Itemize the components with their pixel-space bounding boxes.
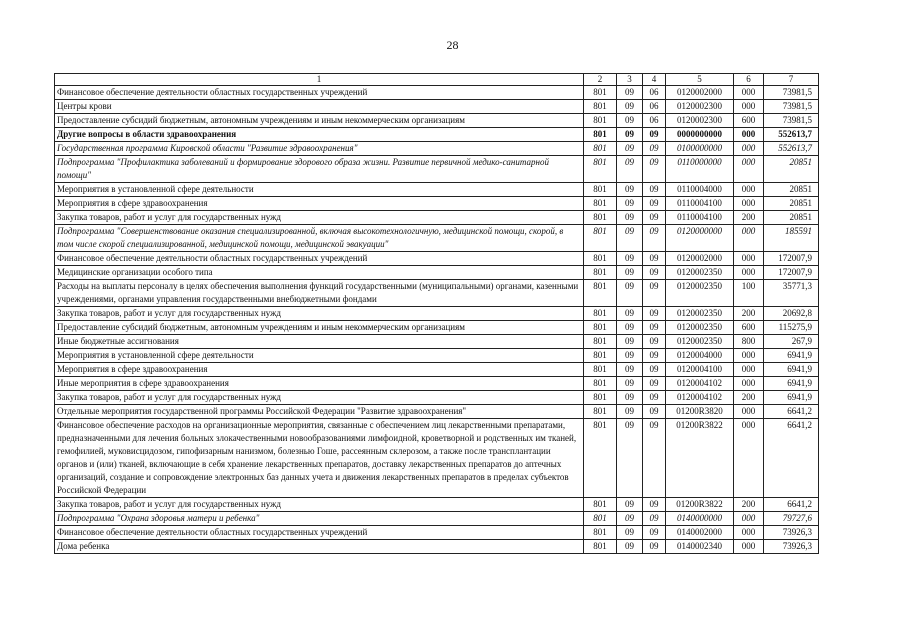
row-col-3: 09	[617, 377, 643, 391]
row-col-7: 115275,9	[764, 321, 819, 335]
row-col-2: 801	[584, 183, 617, 197]
row-col-6: 000	[734, 377, 764, 391]
row-name: Закупка товаров, работ и услуг для государственных нужд	[55, 211, 584, 225]
row-col-6: 800	[734, 335, 764, 349]
row-name: Финансовое обеспечение деятельности областных государственных учреждений	[55, 86, 584, 100]
row-col-3: 09	[617, 540, 643, 554]
row-col-2: 801	[584, 197, 617, 211]
row-col-6: 000	[734, 349, 764, 363]
row-col-5: 0120002000	[666, 86, 734, 100]
row-col-5: 0120004000	[666, 349, 734, 363]
row-col-5: 0120002350	[666, 266, 734, 280]
row-col-4: 09	[643, 211, 666, 225]
row-col-2: 801	[584, 498, 617, 512]
row-col-7: 6641,2	[764, 498, 819, 512]
row-col-3: 09	[617, 183, 643, 197]
row-col-2: 801	[584, 156, 617, 183]
row-col-4: 09	[643, 307, 666, 321]
row-col-3: 09	[617, 349, 643, 363]
row-col-6: 200	[734, 307, 764, 321]
table-row	[55, 114, 819, 128]
row-col-6: 000	[734, 156, 764, 183]
row-col-5: 01200R3822	[666, 498, 734, 512]
table-row	[55, 128, 819, 142]
table-row	[55, 307, 819, 321]
row-col-4: 09	[643, 335, 666, 349]
row-col-3: 09	[617, 363, 643, 377]
row-col-4: 09	[643, 321, 666, 335]
table-row	[55, 391, 819, 405]
row-col-4: 06	[643, 100, 666, 114]
row-col-3: 09	[617, 335, 643, 349]
row-col-5: 0120000000	[666, 225, 734, 252]
row-col-5: 01200R3822	[666, 419, 734, 498]
table-header-row	[55, 74, 819, 86]
row-col-3: 09	[617, 526, 643, 540]
table-row	[55, 335, 819, 349]
row-col-7: 73981,5	[764, 114, 819, 128]
table-row	[55, 321, 819, 335]
row-col-3: 09	[617, 100, 643, 114]
row-col-4: 09	[643, 512, 666, 526]
row-name: Финансовое обеспечение деятельности областных государственных учреждений	[55, 526, 584, 540]
table-body	[55, 86, 819, 554]
row-col-3: 09	[617, 225, 643, 252]
row-col-6: 000	[734, 526, 764, 540]
page-number: 28	[446, 38, 459, 52]
row-col-7: 172007,9	[764, 252, 819, 266]
row-col-5: 0120002350	[666, 321, 734, 335]
row-col-6: 000	[734, 252, 764, 266]
row-name: Подпрограмма "Совершенствование оказания специализированной, включая высокотехнологичную, медицинской помощи, скорой, в том числе скорой специализированной, медицинской помощи, медицинской эвакуации"	[55, 225, 584, 252]
row-col-2: 801	[584, 526, 617, 540]
row-col-5: 0110004000	[666, 183, 734, 197]
row-name: Иные мероприятия в сфере здравоохранения	[55, 377, 584, 391]
row-name: Предоставление субсидий бюджетным, автономным учреждениям и иным некоммерческим организациям	[55, 321, 584, 335]
row-col-2: 801	[584, 540, 617, 554]
row-col-7: 6641,2	[764, 419, 819, 498]
row-col-6: 000	[734, 363, 764, 377]
row-col-6: 000	[734, 86, 764, 100]
row-col-6: 200	[734, 498, 764, 512]
row-col-7: 79727,6	[764, 512, 819, 526]
row-name: Финансовое обеспечение деятельности областных государственных учреждений	[55, 252, 584, 266]
row-col-5: 0140002340	[666, 540, 734, 554]
row-col-4: 09	[643, 405, 666, 419]
row-col-5: 0110004100	[666, 197, 734, 211]
row-col-2: 801	[584, 391, 617, 405]
header-col-1: 1	[55, 74, 584, 86]
table-row	[55, 349, 819, 363]
row-col-3: 09	[617, 86, 643, 100]
row-col-7: 73981,5	[764, 86, 819, 100]
row-col-2: 801	[584, 321, 617, 335]
table-row	[55, 197, 819, 211]
row-col-4: 06	[643, 86, 666, 100]
row-col-5: 0120004102	[666, 377, 734, 391]
row-name: Закупка товаров, работ и услуг для государственных нужд	[55, 307, 584, 321]
row-name: Другие вопросы в области здравоохранения	[55, 128, 584, 142]
row-col-6: 000	[734, 197, 764, 211]
row-col-7: 35771,3	[764, 280, 819, 307]
row-name: Государственная программа Кировской области "Развитие здравоохранения"	[55, 142, 584, 156]
row-name: Отдельные мероприятия государственной программы Российской Федерации "Развитие здравоохранения"	[55, 405, 584, 419]
row-col-2: 801	[584, 405, 617, 419]
row-name: Мероприятия в установленной сфере деятельности	[55, 183, 584, 197]
row-col-6: 000	[734, 540, 764, 554]
row-col-4: 09	[643, 252, 666, 266]
header-col-3: 3	[617, 74, 643, 86]
row-col-3: 09	[617, 156, 643, 183]
table-row	[55, 405, 819, 419]
row-col-5: 0120002350	[666, 280, 734, 307]
row-col-5: 0110000000	[666, 156, 734, 183]
table-row	[55, 142, 819, 156]
row-col-2: 801	[584, 307, 617, 321]
table-row	[55, 252, 819, 266]
row-col-2: 801	[584, 225, 617, 252]
row-name: Закупка товаров, работ и услуг для государственных нужд	[55, 498, 584, 512]
row-col-6: 000	[734, 405, 764, 419]
row-col-6: 000	[734, 128, 764, 142]
row-col-2: 801	[584, 252, 617, 266]
row-col-4: 09	[643, 377, 666, 391]
row-col-7: 552613,7	[764, 142, 819, 156]
row-col-3: 09	[617, 280, 643, 307]
row-name: Иные бюджетные ассигнования	[55, 335, 584, 349]
row-col-7: 73926,3	[764, 540, 819, 554]
row-col-2: 801	[584, 211, 617, 225]
row-col-6: 600	[734, 114, 764, 128]
table-row	[55, 156, 819, 183]
row-col-6: 200	[734, 211, 764, 225]
row-col-6: 000	[734, 100, 764, 114]
table-row	[55, 280, 819, 307]
header-col-4: 4	[643, 74, 666, 86]
row-name: Центры крови	[55, 100, 584, 114]
row-col-2: 801	[584, 128, 617, 142]
table-row	[55, 211, 819, 225]
row-col-5: 0120004100	[666, 363, 734, 377]
row-col-5: 0120004102	[666, 391, 734, 405]
row-col-3: 09	[617, 391, 643, 405]
row-col-4: 09	[643, 142, 666, 156]
row-col-5: 0000000000	[666, 128, 734, 142]
row-col-5: 0120002350	[666, 307, 734, 321]
row-col-4: 09	[643, 183, 666, 197]
row-col-6: 600	[734, 321, 764, 335]
row-name: Мероприятия в сфере здравоохранения	[55, 363, 584, 377]
row-name: Расходы на выплаты персоналу в целях обеспечения выполнения функций государственными (муниципальными) органами, казенными учреждениями, органами управления государственными внебюджетными фондами	[55, 280, 584, 307]
row-col-3: 09	[617, 266, 643, 280]
row-col-7: 6641,2	[764, 405, 819, 419]
row-col-3: 09	[617, 211, 643, 225]
row-col-6: 000	[734, 419, 764, 498]
row-col-7: 172007,9	[764, 266, 819, 280]
row-col-2: 801	[584, 377, 617, 391]
row-col-7: 73926,3	[764, 526, 819, 540]
row-col-4: 09	[643, 363, 666, 377]
table-row	[55, 363, 819, 377]
row-col-2: 801	[584, 86, 617, 100]
row-col-7: 6941,9	[764, 363, 819, 377]
table-row	[55, 526, 819, 540]
row-col-4: 09	[643, 225, 666, 252]
table-row	[55, 225, 819, 252]
table-row	[55, 100, 819, 114]
row-col-7: 20851	[764, 197, 819, 211]
row-name: Подпрограмма "Охрана здоровья матери и ребенка"	[55, 512, 584, 526]
header-col-2: 2	[584, 74, 617, 86]
row-col-4: 09	[643, 526, 666, 540]
row-name: Финансовое обеспечение расходов на организационные мероприятия, связанные с обеспечением лиц лекарственными препаратами, предназначенными для лечения больных злокачественными новообразованиями лимфоидной, кроветворной и родственных им тканей, гемофилией, муковисцидозом, гипофизарным нанизмом, болезнью Гоше, рассеянным склерозом, а также после трансплантации органов и (или) тканей, включающие в себя хранение лекарственных препаратов, доставку лекарственных препаратов до аптечных организаций, создание и сопровождение электронных баз данных учета и движения лекарственных препаратов в пределах субъектов Российской Федерации	[55, 419, 584, 498]
row-col-6: 000	[734, 142, 764, 156]
row-col-6: 000	[734, 266, 764, 280]
row-col-3: 09	[617, 252, 643, 266]
row-col-3: 09	[617, 142, 643, 156]
budget-table	[54, 73, 819, 554]
table-row	[55, 512, 819, 526]
row-col-3: 09	[617, 512, 643, 526]
header-col-5: 5	[666, 74, 734, 86]
row-col-4: 09	[643, 266, 666, 280]
row-col-5: 0140002000	[666, 526, 734, 540]
table-row	[55, 498, 819, 512]
row-col-7: 20851	[764, 211, 819, 225]
row-col-4: 09	[643, 197, 666, 211]
table-row	[55, 540, 819, 554]
row-name: Предоставление субсидий бюджетным, автономным учреждениям и иным некоммерческим организациям	[55, 114, 584, 128]
row-col-4: 09	[643, 419, 666, 498]
row-col-4: 09	[643, 540, 666, 554]
row-col-7: 73981,5	[764, 100, 819, 114]
row-col-3: 09	[617, 405, 643, 419]
row-col-6: 000	[734, 512, 764, 526]
row-name: Дома ребенка	[55, 540, 584, 554]
row-col-7: 20851	[764, 156, 819, 183]
row-col-3: 09	[617, 128, 643, 142]
row-name: Мероприятия в сфере здравоохранения	[55, 197, 584, 211]
row-col-2: 801	[584, 114, 617, 128]
row-col-4: 09	[643, 156, 666, 183]
table-row	[55, 377, 819, 391]
row-col-7: 6941,9	[764, 377, 819, 391]
row-col-7: 185591	[764, 225, 819, 252]
row-name: Подпрограмма "Профилактика заболеваний и формирование здорового образа жизни. Развитие первичной медико-санитарной помощи"	[55, 156, 584, 183]
table-row	[55, 266, 819, 280]
row-col-2: 801	[584, 363, 617, 377]
row-col-3: 09	[617, 498, 643, 512]
table-row	[55, 86, 819, 100]
row-col-2: 801	[584, 280, 617, 307]
row-col-5: 0120002000	[666, 252, 734, 266]
row-col-3: 09	[617, 321, 643, 335]
table-row	[55, 183, 819, 197]
row-col-2: 801	[584, 266, 617, 280]
row-col-3: 09	[617, 197, 643, 211]
row-col-5: 0120002300	[666, 114, 734, 128]
row-col-6: 200	[734, 391, 764, 405]
row-col-7: 267,9	[764, 335, 819, 349]
header-col-7: 7	[764, 74, 819, 86]
row-col-5: 0100000000	[666, 142, 734, 156]
row-col-5: 0110004100	[666, 211, 734, 225]
row-col-7: 20851	[764, 183, 819, 197]
row-name: Закупка товаров, работ и услуг для государственных нужд	[55, 391, 584, 405]
table-row	[55, 419, 819, 498]
row-name: Медицинские организации особого типа	[55, 266, 584, 280]
row-col-7: 6941,9	[764, 391, 819, 405]
row-col-3: 09	[617, 114, 643, 128]
row-col-7: 20692,8	[764, 307, 819, 321]
row-col-6: 100	[734, 280, 764, 307]
row-col-5: 01200R3820	[666, 405, 734, 419]
row-col-5: 0120002350	[666, 335, 734, 349]
header-col-6: 6	[734, 74, 764, 86]
row-col-2: 801	[584, 335, 617, 349]
row-col-2: 801	[584, 142, 617, 156]
row-col-7: 6941,9	[764, 349, 819, 363]
row-col-4: 09	[643, 349, 666, 363]
row-col-6: 000	[734, 183, 764, 197]
row-col-2: 801	[584, 100, 617, 114]
row-col-4: 09	[643, 128, 666, 142]
row-col-4: 06	[643, 114, 666, 128]
row-col-4: 09	[643, 498, 666, 512]
row-col-2: 801	[584, 349, 617, 363]
row-col-3: 09	[617, 419, 643, 498]
row-col-5: 0120002300	[666, 100, 734, 114]
row-col-7: 552613,7	[764, 128, 819, 142]
row-col-4: 09	[643, 391, 666, 405]
row-col-6: 000	[734, 225, 764, 252]
row-col-4: 09	[643, 280, 666, 307]
row-col-3: 09	[617, 307, 643, 321]
row-name: Мероприятия в установленной сфере деятельности	[55, 349, 584, 363]
row-col-2: 801	[584, 512, 617, 526]
row-col-5: 0140000000	[666, 512, 734, 526]
row-col-2: 801	[584, 419, 617, 498]
